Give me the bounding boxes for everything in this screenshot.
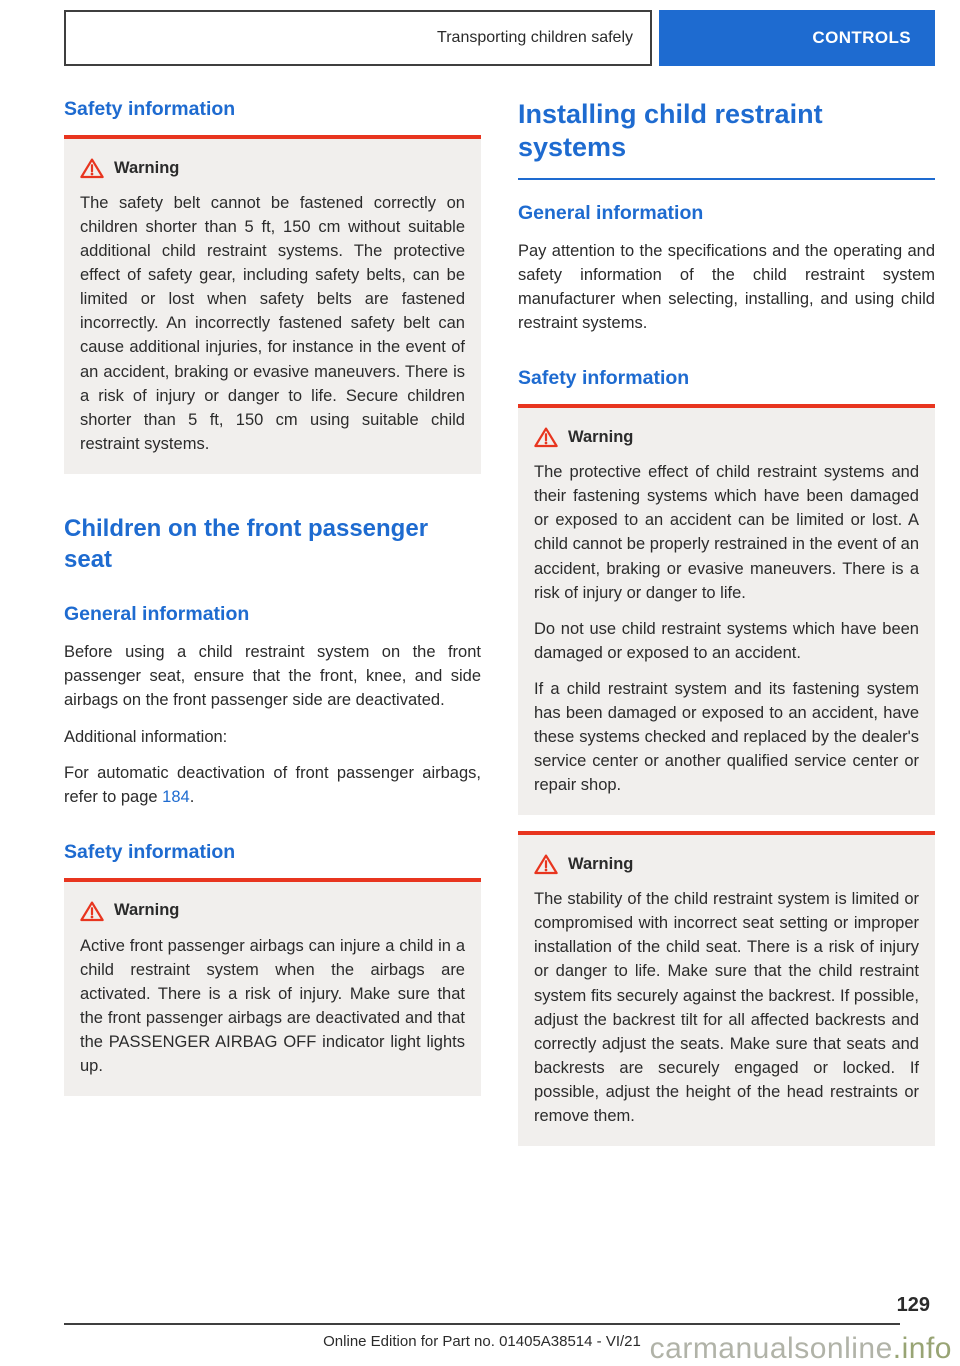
warning-title: Warning bbox=[114, 901, 180, 920]
warning-text: Do not use child restraint systems which have been damaged or exposed to an accident. bbox=[534, 619, 919, 662]
heading-safety-information-2: Safety information bbox=[64, 840, 236, 863]
warning-box-seatbelt bbox=[64, 135, 481, 474]
warning-text: The safety belt cannot be fastened correctly on children shorter than 5 ft, 150 cm without suitable additional child restraint systems. The protective effect of safety gear, including safety belts, can be limited or lost when safety belts are fastened incorrectly. An incorrectly fastened safety belt can cause additional injuries, for instance in the event of an accident, braking or evasive maneuvers. There is a risk of injury or danger to life. Secure children shorter than 5 ft, 150 cm using suitable child restraint systems. bbox=[80, 194, 465, 453]
warning-header bbox=[534, 853, 919, 875]
header-title-box bbox=[64, 10, 652, 66]
watermark-name: carmanualsonline bbox=[649, 1332, 893, 1365]
warning-title: Warning bbox=[568, 427, 634, 446]
paragraph-additional-information: Additional information: bbox=[64, 727, 228, 746]
warning-triangle-icon bbox=[80, 900, 104, 922]
warning-triangle-icon bbox=[534, 853, 558, 875]
page-content bbox=[64, 98, 935, 1146]
warning-header bbox=[80, 900, 465, 922]
header-title: Transporting children safely bbox=[437, 29, 633, 46]
warning-box-damaged-systems bbox=[518, 404, 935, 815]
warning-text: The stability of the child restraint system is limited or compromised with incorrect seat setting or improper installation of the child seat. There is a risk of injury or danger to life. Make sure that the child restraint system fits securely against the backrest. If possible, adjust the backrest tilt for all affected backrests and correctly adjust the seats. Make sure that seats and backrests are securely engaged or locked. If possible, adjust the height of the head restraints or remove them. bbox=[534, 890, 919, 1125]
watermark bbox=[650, 1332, 952, 1366]
warning-box-stability bbox=[518, 831, 935, 1146]
warning-title: Warning bbox=[568, 854, 634, 873]
edition-note: Online Edition for Part no. 01405A38514 - VI/21 bbox=[323, 1333, 641, 1350]
paragraph-page-reference bbox=[64, 761, 481, 809]
page-reference-link[interactable]: 184 bbox=[162, 787, 190, 806]
heading-installing-child-restraints: Installing child restraint systems bbox=[518, 98, 935, 180]
chapter-tab-label: CONTROLS bbox=[812, 28, 911, 47]
page-number: 129 bbox=[896, 1294, 930, 1316]
warning-triangle-icon bbox=[534, 426, 558, 448]
warning-header bbox=[534, 426, 919, 448]
page-header bbox=[64, 10, 935, 66]
right-column bbox=[518, 98, 935, 1146]
paragraph-manufacturer-specs: Pay attention to the specifications and the operating and safety information of the child restraint system manufacturer when selecting, installing, and using child restraint systems. bbox=[518, 241, 935, 333]
warning-title: Warning bbox=[114, 158, 180, 177]
warning-box-front-airbags bbox=[64, 878, 481, 1096]
watermark-tld: .info bbox=[892, 1332, 952, 1365]
heading-safety-information-right: Safety information bbox=[518, 367, 690, 390]
page-footer bbox=[64, 1294, 952, 1365]
warning-text: Active front passenger airbags can injure a child in a child restraint system when the airbags are activated. There is a risk of injury. Make sure that the front passenger airbags are deactivated and that the PASSENGER AIRBAG OFF indicator light lights up. bbox=[80, 936, 465, 1076]
paragraph-airbag-deactivation: Before using a child restraint system on the front passenger seat, ensure that the front, knee, and side airbags on the front passenger side are deactivated. bbox=[64, 643, 481, 710]
chapter-tab-controls bbox=[659, 10, 935, 66]
warning-triangle-icon bbox=[80, 157, 104, 179]
heading-children-front-seat: Children on the front passenger seat bbox=[64, 514, 429, 573]
warning-header bbox=[80, 157, 465, 179]
heading-safety-information-1: Safety information bbox=[64, 98, 236, 120]
left-column bbox=[64, 98, 481, 1146]
page-reference-prefix: For automatic deactivation of front passenger airbags, refer to page bbox=[64, 763, 481, 806]
warning-text: The protective effect of child restraint systems and their fastening systems which have been damaged or exposed to an accident can be limited or lost. A child cannot be properly restrained in the event of an accident, braking or evasive maneuvers. There is a risk of injury or danger to life. bbox=[534, 463, 919, 602]
warning-text: If a child restraint system and its fastening system has been damaged or exposed to an accident, have these systems checked and replaced by the dealer's service center or another qualified service center or repair shop. bbox=[534, 679, 919, 795]
heading-general-information-left: General information bbox=[64, 603, 250, 626]
heading-general-information-right: General information bbox=[518, 201, 704, 224]
page-reference-suffix: . bbox=[189, 787, 195, 806]
footer-divider bbox=[64, 1323, 900, 1325]
